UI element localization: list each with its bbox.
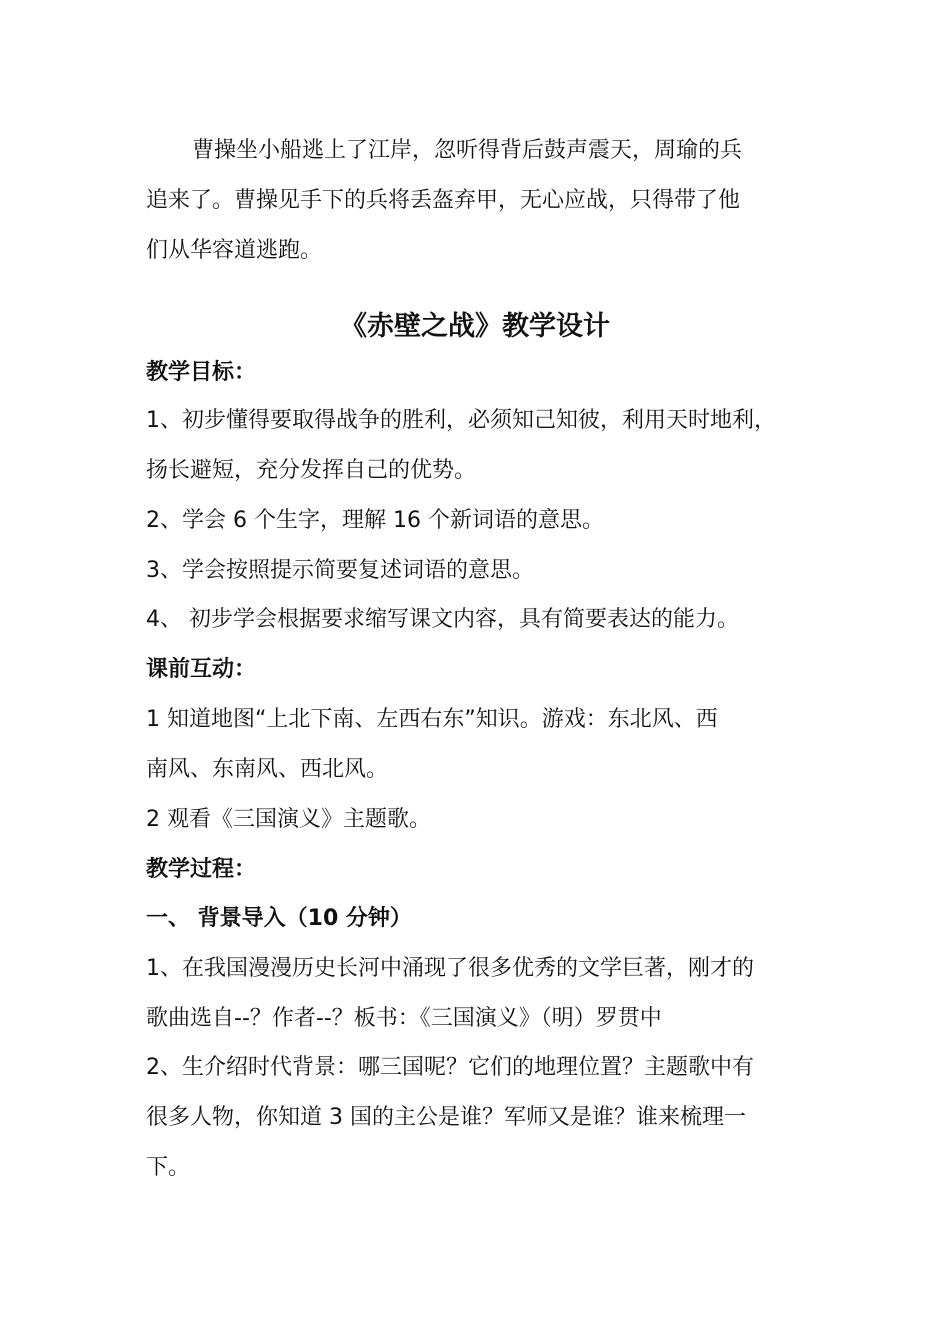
goals-heading: 教学目标：	[146, 360, 257, 385]
preclass-line-3: 2 观看《三国演义》主题歌。	[146, 807, 431, 832]
goal-line-3: 2、学会 6 个生字，理解 16 个新词语的意思。	[146, 508, 604, 533]
process-line-5: 下。	[146, 1155, 191, 1180]
process-heading: 教学过程：	[146, 857, 257, 882]
document-title: 《赤壁之战》教学设计	[340, 311, 610, 342]
process-section-1-heading: 一、 背景导入（10 分钟）	[146, 906, 412, 931]
intro-line-2: 追来了。曹操见手下的兵将丢盔弃甲，无心应战，只得带了他	[146, 188, 741, 213]
intro-line-1: 曹操坐小船逃上了江岸，忽听得背后鼓声震天，周瑜的兵	[192, 138, 743, 163]
preclass-line-1: 1 知道地图“上北下南、左西右东”知识。游戏：东北风、西	[146, 707, 718, 732]
preclass-line-2: 南风、东南风、西北风。	[146, 757, 389, 782]
goal-line-1: 1、初步懂得要取得战争的胜利，必须知己知彼，利用天时地利，	[146, 408, 776, 433]
goal-line-5: 4、 初步学会根据要求缩写课文内容，具有简要表达的能力。	[146, 607, 739, 632]
goal-line-4: 3、学会按照提示简要复述词语的意思。	[146, 558, 534, 583]
preclass-heading: 课前互动：	[146, 657, 257, 682]
process-line-4: 很多人物，你知道 3 国的主公是谁？军师又是谁？谁来梳理一	[146, 1105, 746, 1130]
goal-line-2: 扬长避短，充分发挥自己的优势。	[146, 458, 477, 483]
process-line-2: 歌曲选自--？作者--？板书：《三国演义》（明）罗贯中	[146, 1006, 662, 1031]
process-line-3: 2、生介绍时代背景：哪三国呢？它们的地理位置？主题歌中有	[146, 1055, 754, 1080]
intro-line-3: 们从华容道逃跑。	[146, 238, 323, 263]
process-line-1: 1、在我国漫漫历史长河中涌现了很多优秀的文学巨著，刚才的	[146, 956, 754, 981]
